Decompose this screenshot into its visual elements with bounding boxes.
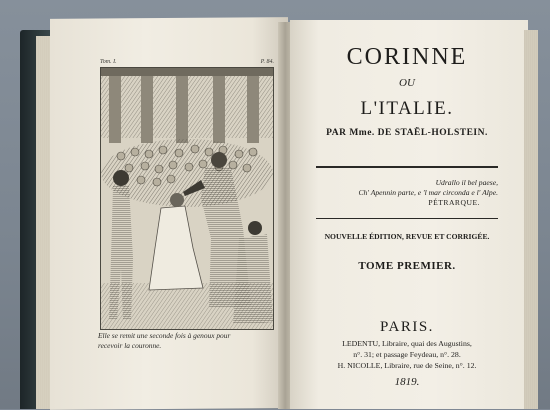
imprint [296, 338, 518, 371]
rule-bottom [316, 218, 498, 219]
imprint-line: H. NICOLLE, Libraire, rue de Seine, n°. 12. [337, 361, 477, 370]
caption-line: Elle se remit une seconde fois à genoux pour [98, 331, 231, 340]
title-conjunction: OU [399, 77, 415, 89]
right-page-stack [524, 30, 538, 409]
book-title: CORINNE [346, 44, 468, 70]
engraving-plate [100, 67, 274, 330]
title-page [296, 40, 518, 400]
volume-line: TOME PREMIER. [358, 260, 456, 272]
author-line: PAR Mme. DE STAËL-HOLSTEIN. [326, 128, 488, 138]
plate-page-label: P. 84. [260, 59, 274, 65]
book-subtitle: L'ITALIE. [360, 98, 454, 119]
engraving-illustration [101, 68, 273, 329]
imprint-line: n°. 31; et passage Feydeau, n°. 28. [353, 350, 461, 359]
epigraph [328, 178, 498, 208]
edition-line: NOUVELLE ÉDITION, REVUE ET CORRIGÉE. [324, 232, 490, 241]
caption-line: recevoir la couronne. [98, 341, 162, 350]
plate-caption [98, 331, 278, 351]
epigraph-source: PÉTRARQUE. [428, 198, 480, 207]
city-line: PARIS. [380, 319, 434, 335]
plate-volume-label: Tom. I. [100, 59, 117, 65]
imprint-line: LEDENTU, Libraire, quai des Augustins, [342, 339, 472, 348]
epigraph-line: Udrallo il bel paese, [435, 178, 498, 187]
epigraph-line: Ch' Apennin parte, e 'l mar circonda e l' Alpe. [358, 188, 498, 197]
publication-year: 1819. [394, 376, 420, 388]
rule-top [316, 166, 498, 168]
